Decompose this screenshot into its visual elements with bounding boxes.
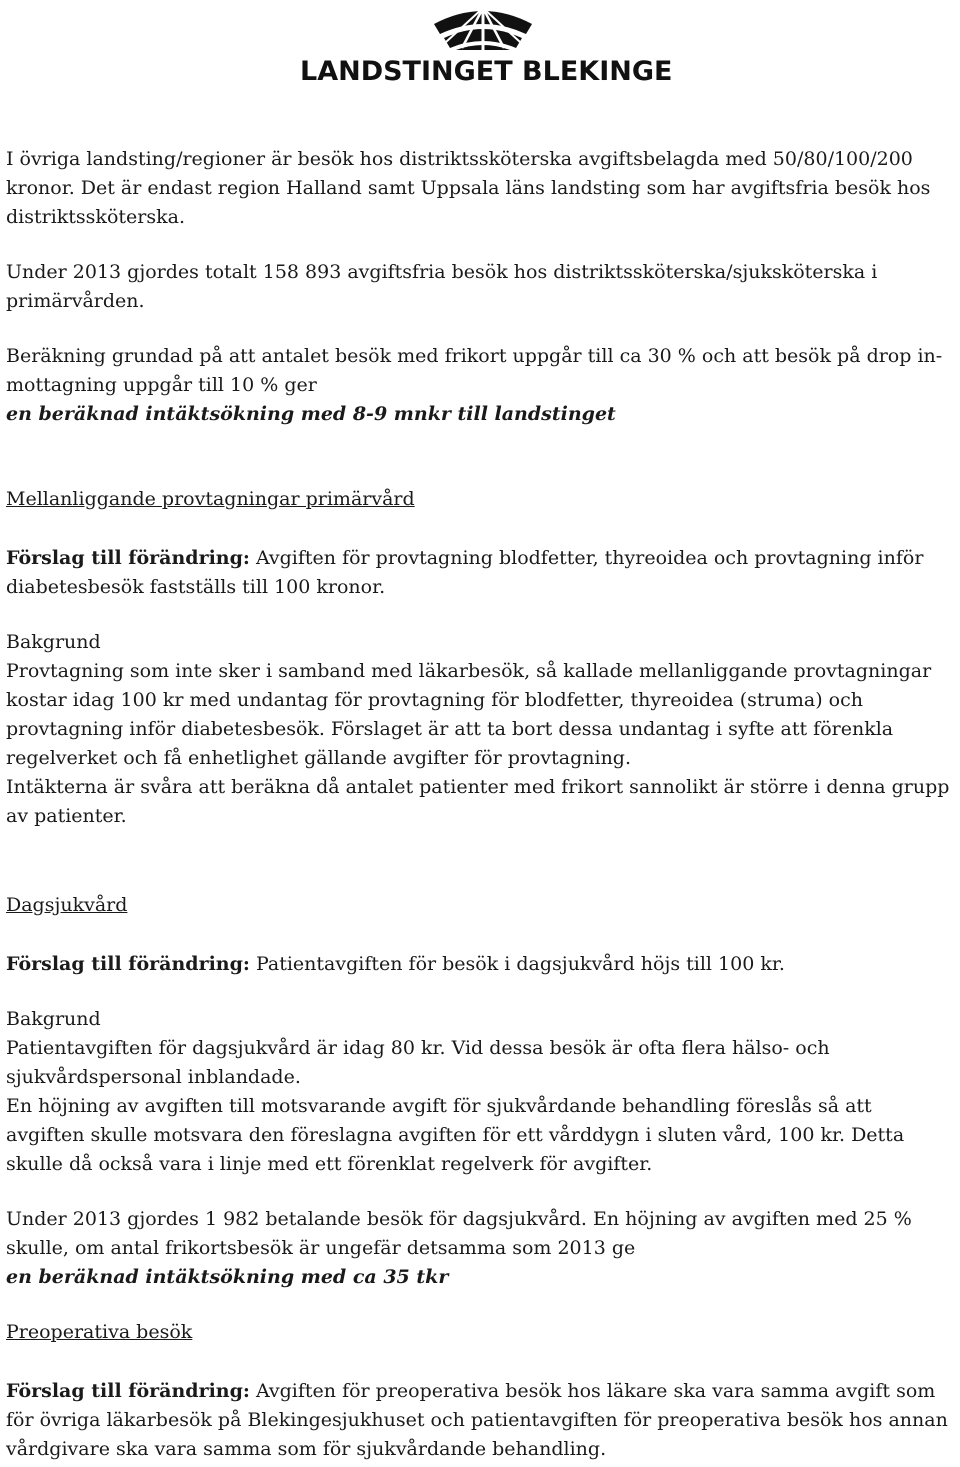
proposal-label: Förslag till förändring: [6,1380,250,1402]
bakgrund-text-provtagningar: Provtagning som inte sker i samband med läkarbesök, så kallade mellanliggande provtagningar kostar idag 100 kr med undantag för provtagning för blodfetter, thyreoidea (struma) och provtagning inför diabetesbesök. Förslaget är att ta bort dessa undantag i syfte att förenkla regelverket och få enhetlighet gällande avgifter för provtagning. [6,660,932,769]
bakgrund-label: Bakgrund [6,1008,101,1030]
calculation-dagsjukvard [6,1205,951,1292]
ship-logo-icon [432,4,534,52]
bakgrund-text-dagsjukvard-2: En höjning av avgiften till motsvarande avgift för sjukvårdande behandling föreslås så att avgiften skulle motsvara den föreslagna avgiften för ett vårddygn i sluten vård, 100 kr. Detta skulle då också vara i linje med ett förenklat regelverk för avgifter. [6,1095,905,1175]
proposal-dagsjukvard [6,950,951,979]
section-heading-preoperativa: Preoperativa besök [6,1321,193,1343]
calculation-text: Under 2013 gjordes 1 982 betalande besök för dagsjukvård. En höjning av avgiften med 25 % skulle, om antal frikortsbesök är ungefär detsamma som 2013 ge [6,1208,912,1259]
proposal-label: Förslag till förändring: [6,547,250,569]
document-body [6,145,951,1464]
calculation-result: en beräknad intäktsökning med 8-9 mnkr till landstinget [6,403,616,425]
paragraph-calculation [6,342,951,429]
document-header [0,0,960,100]
paragraph-visits-2013: Under 2013 gjordes totalt 158 893 avgiftsfria besök hos distriktssköterska/sjuksköterska i primärvården. [6,261,878,312]
section-heading-provtagningar: Mellanliggande provtagningar primärvård [6,488,415,510]
paragraph-other-regions: I övriga landsting/regioner är besök hos distriktssköterska avgiftsbelagda med 50/80/100/200 kronor. Det är endast region Halland samt Uppsala läns landsting som har avgiftsfria besök hos distriktssköterska. [6,148,931,228]
calculation-result: en beräknad intäktsökning med ca 35 tkr [6,1266,449,1288]
logo-text: LANDSTINGET BLEKINGE [300,56,673,87]
proposal-text: Avgiften för provtagning blodfetter, thyreoidea och provtagning inför diabetesbesök fastställs till 100 kronor. [6,547,924,598]
proposal-text: Avgiften för preoperativa besök hos läkare ska vara samma avgift som för övriga läkarbesök på Blekingesjukhuset och patientavgiften för preoperativa besök hos annan vårdgivare ska vara samma som för sjukvårdande behandling. [6,1380,948,1460]
proposal-preoperativa [6,1377,951,1464]
section-heading-dagsjukvard: Dagsjukvård [6,894,128,916]
proposal-provtagningar [6,544,951,602]
proposal-label: Förslag till förändring: [6,953,250,975]
intakt-text-provtagningar: Intäkterna är svåra att beräkna då antalet patienter med frikort sannolikt är större i denna grupp av patienter. [6,776,950,827]
proposal-text: Patientavgiften för besök i dagsjukvård höjs till 100 kr. [249,953,785,975]
calculation-text: Beräkning grundad på att antalet besök med frikort uppgår till ca 30 % och att besök på drop in-mottagning uppgår till 10 % ger [6,345,943,396]
bakgrund-label: Bakgrund [6,631,101,653]
bakgrund-text-dagsjukvard-1: Patientavgiften för dagsjukvård är idag 80 kr. Vid dessa besök är ofta flera hälso- och sjukvårdspersonal inblandade. [6,1037,830,1088]
